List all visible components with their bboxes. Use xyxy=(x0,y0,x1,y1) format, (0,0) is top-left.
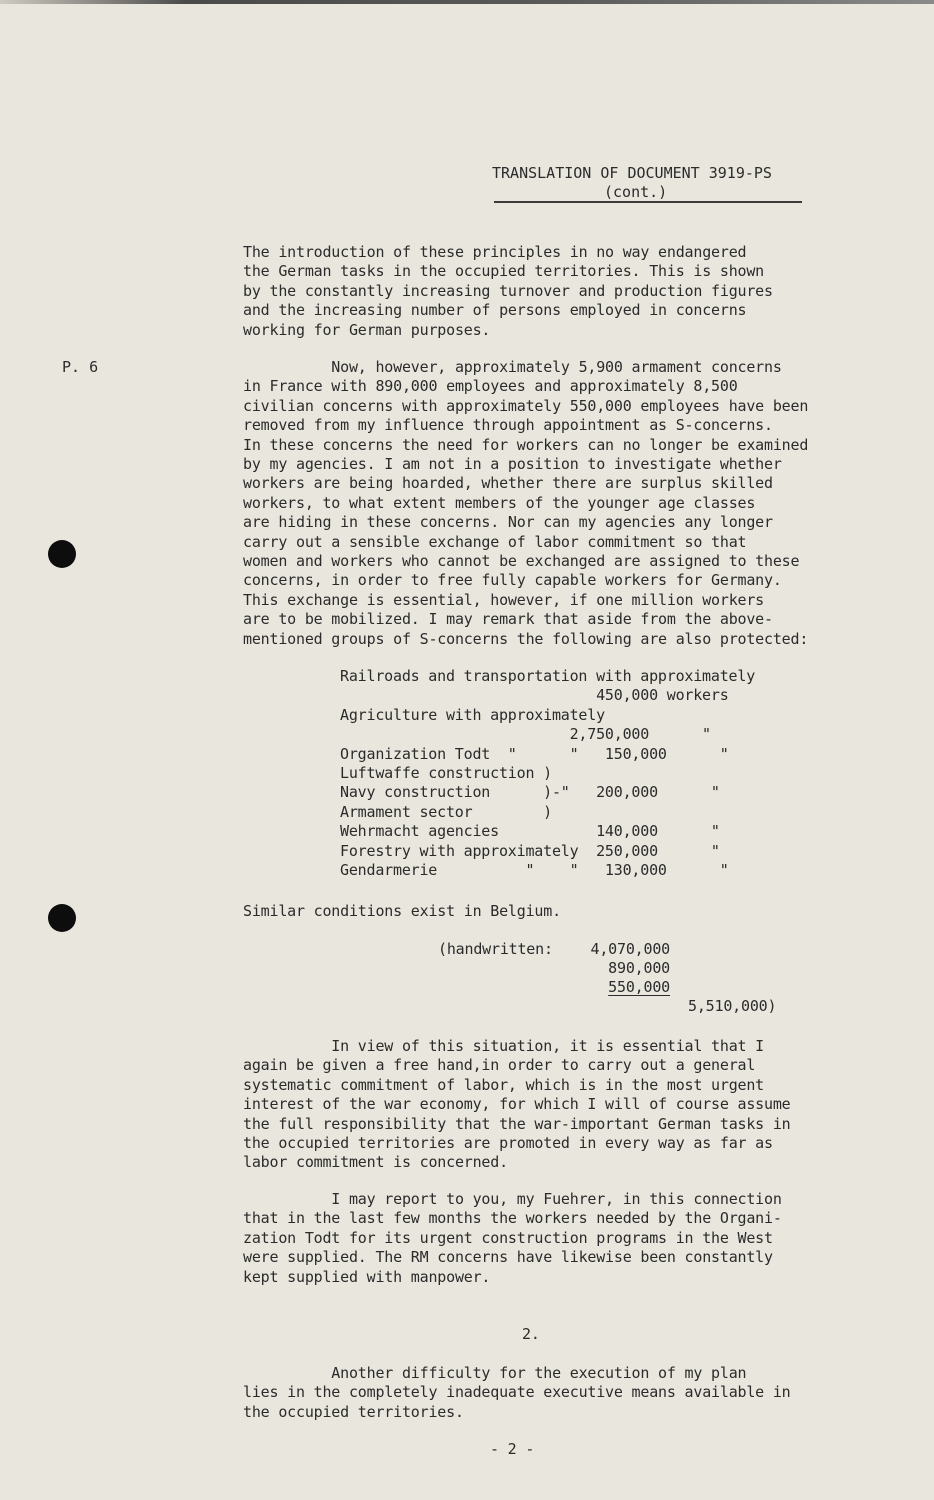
heading-underline xyxy=(494,201,802,203)
paragraph-3: In view of this situation, it is essential that I again be given a free hand,in order to carry out a general systematic commitment of labor, which is in the most urgent interest of the war economy, for which I will of course assume the full responsibility that the war-important German tasks in the occupied territories are promoted in every way as far as labor commitment is concerned. xyxy=(243,1037,791,1172)
paragraph-5: Another difficulty for the execution of my plan lies in the completely inadequate executive means available in the occupied territories. xyxy=(243,1364,791,1421)
heading-title: TRANSLATION OF DOCUMENT 3919-PS xyxy=(492,164,772,182)
belgium-line: Similar conditions exist in Belgium. xyxy=(243,902,561,920)
punch-hole xyxy=(48,540,76,568)
top-edge-line xyxy=(0,0,934,4)
protected-sectors-table: Railroads and transportation with approximately 450,000 workers Agriculture with approximately 2,750,000 " Organization Todt " " 150,000 " Luftwaffe construction ) Navy construction )-" 200,000 " Armament sector ) Wehrmacht agencies 140,000 " Forestry with approximately 250,000 " Gendarmerie " " 130,000 " xyxy=(340,667,756,880)
heading-cont: (cont.) xyxy=(604,183,668,201)
section-number: 2. xyxy=(522,1325,540,1343)
paragraph-4: I may report to you, my Fuehrer, in this connection that in the last few months the workers needed by the Organi- zation Todt for its urgent construction programs in the West were supplied. The RM concerns have likewise been constantly kept supplied with manpower. xyxy=(243,1190,782,1286)
document-heading xyxy=(492,164,772,202)
handwritten-number-1: 4,070,000 xyxy=(590,940,670,958)
handwritten-number-3: 550,000 xyxy=(608,978,670,996)
handwritten-label: (handwritten: xyxy=(438,940,553,958)
paragraph-2: Now, however, approximately 5,900 armament concerns in France with 890,000 employees and approximately 8,500 civilian concerns with approximately 550,000 employees have been removed from my influence through appointment as S-concerns. In these concerns the need for workers can no longer be examined by my agencies. I am not in a position to investigate whether workers are being hoarded, whether there are surplus skilled workers, to what extent members of the younger age classes are hiding in these concerns. Nor can my agencies any longer carry out a sensible exchange of labor commitment so that women and workers who cannot be exchanged are assigned to these concerns, in order to free fully capable workers for Germany. This exchange is essential, however, if one million workers are to be mobilized. I may remark that aside from the above- mentioned groups of S-concerns the following are also protected: xyxy=(243,358,809,648)
paragraph-1: The introduction of these principles in no way endangered the German tasks in the occupied territories. This is shown by the constantly increasing turnover and production figures and the increasing number of persons employed in concerns working for German purposes. xyxy=(243,243,773,339)
handwritten-number-2: 890,000 xyxy=(608,959,670,977)
handwritten-total: 5,510,000) xyxy=(688,997,777,1015)
margin-page-note: P. 6 xyxy=(62,358,99,376)
punch-hole xyxy=(48,904,76,932)
page-number: - 2 - xyxy=(490,1440,535,1458)
